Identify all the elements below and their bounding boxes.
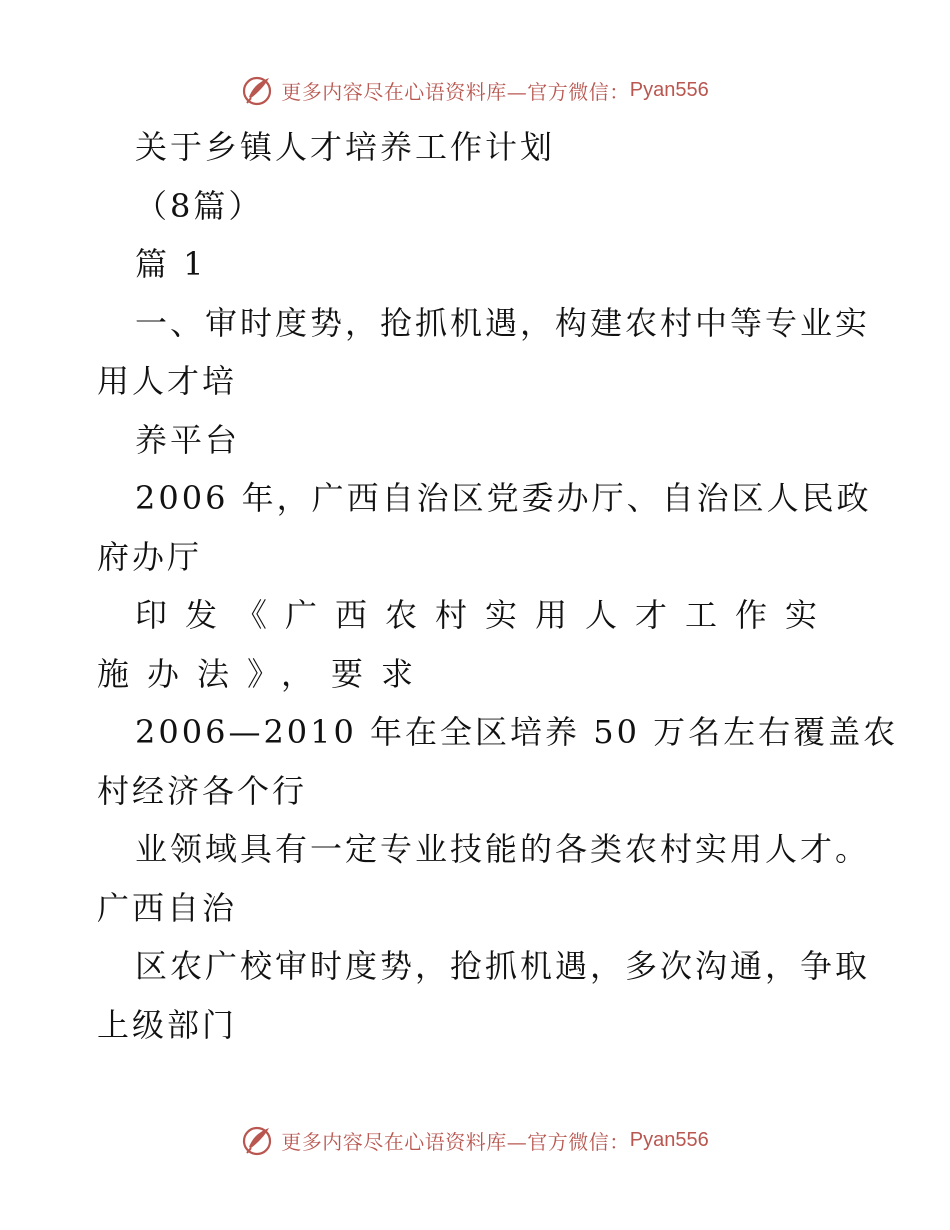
paragraph-line: 养平台 <box>135 420 241 459</box>
paragraph-line: 上级部门 <box>97 1005 238 1044</box>
document-title: 关于乡镇人才培养工作计划 <box>135 128 556 166</box>
paragraph-line: 区农广校审时度势，抢抓机遇，多次沟通，争取 <box>135 947 871 985</box>
paragraph-line: 施办法》，要求 <box>97 654 432 693</box>
paragraph-line: 业领域具有一定专业技能的各类农村实用人才。 <box>135 830 871 868</box>
paragraph-line: 用人才培 <box>97 362 238 400</box>
paragraph-line: 一、审时度势，抢抓机遇，构建农村中等专业实 <box>135 303 871 342</box>
banner-wechat-id: Pyan556 <box>629 78 709 101</box>
paragraph-line: 府办厅 <box>97 537 203 576</box>
document-body <box>97 118 899 1054</box>
paragraph-line: 广西自治 <box>97 888 238 927</box>
paragraph-line: 印发《广西农村实用人才工作实 <box>135 596 836 634</box>
document-subtitle: （8篇） <box>135 186 264 225</box>
quill-pen-logo-icon <box>241 1123 275 1157</box>
header-watermark-banner <box>0 70 950 110</box>
section-heading: 篇 1 <box>135 245 207 283</box>
banner-text: 更多内容尽在心语资料库—官方微信： <box>281 1129 630 1154</box>
footer-watermark-banner <box>0 1120 950 1160</box>
paragraph-line: 2006 年，广西自治区党委办厅、自治区人民政 <box>135 479 872 517</box>
paragraph-line: 村经济各个行 <box>97 771 308 810</box>
quill-pen-logo-icon <box>241 73 275 107</box>
banner-wechat-id: Pyan556 <box>629 1128 709 1151</box>
banner-text: 更多内容尽在心语资料库—官方微信： <box>281 79 630 104</box>
paragraph-line: 2006—2010 年在全区培养 50 万名左右覆盖农 <box>135 713 899 751</box>
